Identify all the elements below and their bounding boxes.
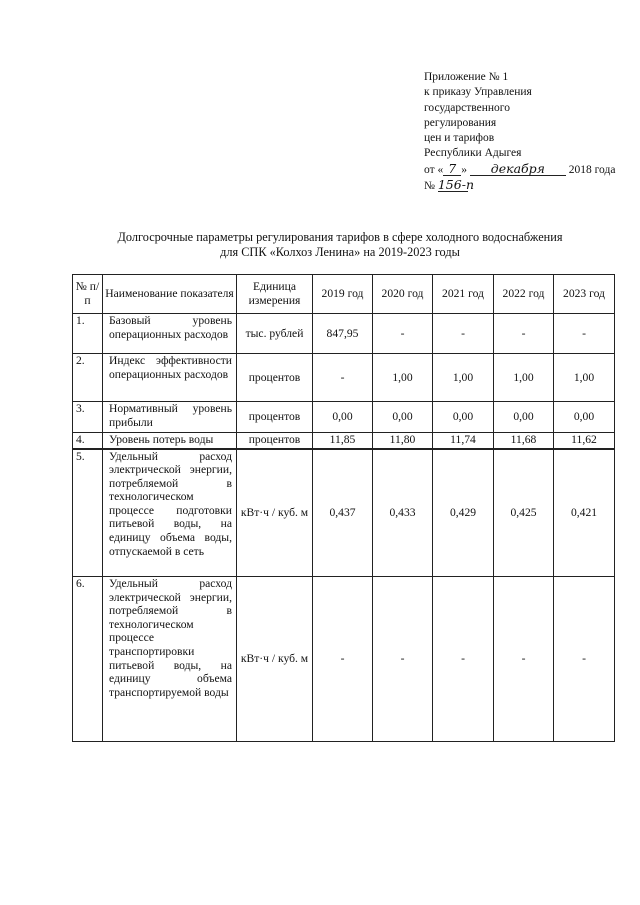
table-row xyxy=(73,449,615,577)
row-number: 3. xyxy=(73,402,103,433)
value-cell: - xyxy=(494,314,554,354)
unit-cell: кВт·ч / куб. м xyxy=(237,449,313,577)
header-unit: Единица измерения xyxy=(237,275,313,314)
unit-cell: процентов xyxy=(237,433,313,449)
row-number: 6. xyxy=(73,577,103,742)
indicator-name: Уровень потерь воды xyxy=(103,433,237,449)
table-row xyxy=(73,314,615,354)
unit-cell: процентов xyxy=(237,354,313,402)
value-cell: 0,00 xyxy=(313,402,373,433)
value-cell: 0,429 xyxy=(433,449,494,577)
value-cell: - xyxy=(494,577,554,742)
value-cell: - xyxy=(313,577,373,742)
value-cell: 0,00 xyxy=(433,402,494,433)
value-cell: - xyxy=(554,577,615,742)
value-cell: 0,425 xyxy=(494,449,554,577)
unit-cell: тыс. рублей xyxy=(237,314,313,354)
value-cell: 1,00 xyxy=(494,354,554,402)
value-cell: 11,62 xyxy=(554,433,615,449)
header-year: 2022 год xyxy=(494,275,554,314)
indicator-name: Удельный расход электрической энергии, потребляемой в технологическом процессе подготовки питьевой воды, на единицу объема воды, отпускаемой в сеть xyxy=(103,449,237,577)
row-number: 1. xyxy=(73,314,103,354)
value-cell: 11,80 xyxy=(373,433,433,449)
appendix-line: цен и тарифов xyxy=(424,132,495,145)
tariff-parameters-table xyxy=(72,274,615,742)
row-number: 2. xyxy=(73,354,103,402)
handwritten-day: 7 xyxy=(443,162,461,176)
date-prefix: от « xyxy=(424,163,444,176)
appendix-line: к приказу Управления xyxy=(424,86,532,99)
header-year: 2019 год xyxy=(313,275,373,314)
header-year: 2023 год xyxy=(554,275,615,314)
value-cell: 847,95 xyxy=(313,314,373,354)
indicator-name: Удельный расход электрической энергии, потребляемой в технологическом процессе транспортировки питьевой воды, на единицу объема транспортируемой воды xyxy=(103,577,237,742)
title-line-1: Долгосрочные параметры регулирования тарифов в сфере холодного водоснабжения xyxy=(117,230,563,244)
value-cell: 1,00 xyxy=(373,354,433,402)
appendix-block xyxy=(424,70,624,194)
value-cell: 1,00 xyxy=(554,354,615,402)
date-mid: » xyxy=(461,163,467,176)
value-cell: 11,68 xyxy=(494,433,554,449)
handwritten-number: 156-п xyxy=(437,177,474,193)
value-cell: - xyxy=(373,314,433,354)
row-number: 5. xyxy=(73,449,103,577)
value-cell: - xyxy=(313,354,373,402)
table-row xyxy=(73,354,615,402)
appendix-line: регулирования xyxy=(424,116,497,129)
appendix-line: государственного xyxy=(424,101,510,114)
unit-cell: процентов xyxy=(237,402,313,433)
value-cell: 11,85 xyxy=(313,433,373,449)
indicator-name: Индекс эффективности операционных расходов xyxy=(103,354,237,402)
document-title xyxy=(60,230,620,260)
value-cell: 0,00 xyxy=(373,402,433,433)
unit-cell: кВт·ч / куб. м xyxy=(237,577,313,742)
header-name: Наименование показателя xyxy=(103,275,237,314)
header-year: 2021 год xyxy=(433,275,494,314)
value-cell: - xyxy=(433,314,494,354)
value-cell: 0,433 xyxy=(373,449,433,577)
indicator-name: Нормативный уровень прибыли xyxy=(103,402,237,433)
value-cell: 1,00 xyxy=(433,354,494,402)
value-cell: - xyxy=(433,577,494,742)
header-row xyxy=(73,275,615,314)
header-num: № п/п xyxy=(73,275,103,314)
title-line-2: для СПК «Колхоз Ленина» на 2019-2023 годы xyxy=(220,245,460,259)
indicator-name: Базовый уровень операционных расходов xyxy=(103,314,237,354)
value-cell: 11,74 xyxy=(433,433,494,449)
value-cell: - xyxy=(373,577,433,742)
table-row xyxy=(73,433,615,449)
row-number: 4. xyxy=(73,433,103,449)
order-number xyxy=(424,178,624,194)
header-year: 2020 год xyxy=(373,275,433,314)
value-cell: 0,00 xyxy=(554,402,615,433)
table-row xyxy=(73,577,615,742)
value-cell: 0,00 xyxy=(494,402,554,433)
number-prefix: № xyxy=(424,180,435,193)
appendix-line: Приложение № 1 xyxy=(424,71,509,83)
order-date xyxy=(424,162,624,178)
handwritten-month: декабря xyxy=(470,162,566,176)
table-row xyxy=(73,402,615,433)
appendix-line: Республики Адыгея xyxy=(424,147,522,160)
value-cell: 0,421 xyxy=(554,449,615,577)
value-cell: 0,437 xyxy=(313,449,373,577)
value-cell: - xyxy=(554,314,615,354)
date-suffix: 2018 года xyxy=(568,163,616,176)
